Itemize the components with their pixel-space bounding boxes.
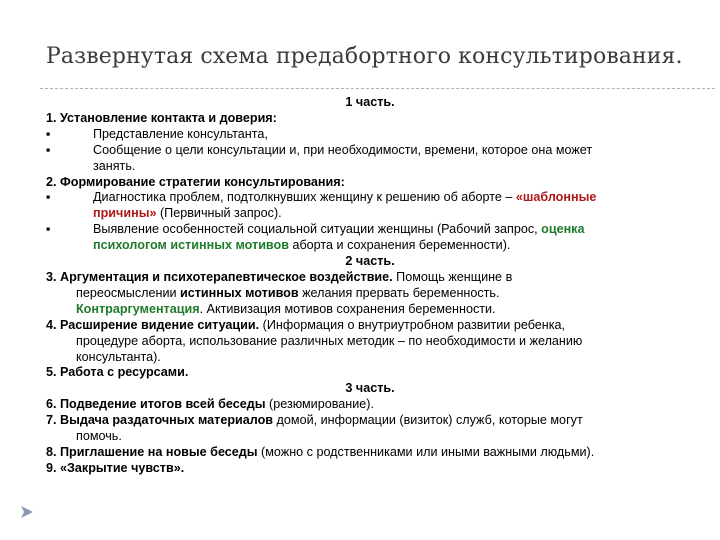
list-item-continuation: причины» (Первичный запрос). [93, 206, 282, 221]
list-item: ▪ Сообщение о цели консультации и, при необходимости, времени, которое она может [46, 142, 593, 157]
part-2-heading: 2 часть. [345, 254, 395, 269]
section-3-text: Контраргументация. Активизация мотивов сохранения беременности. [76, 301, 496, 316]
chevron-arrow-icon [20, 505, 34, 519]
page-title: Развернутая схема предабортного консультирования. [46, 44, 683, 69]
section-7-text: помочь. [76, 429, 122, 444]
section-9-heading: 9. «Закрытие чувств». [46, 460, 185, 475]
section-3-heading: 3. Аргументация и психотерапевтическое воздействие. Помощь женщине в [46, 269, 513, 284]
part-1-heading: 1 часть. [345, 95, 395, 109]
section-7-heading: 7. Выдача раздаточных материалов домой, информации (визиток) служб, которые могут [46, 413, 583, 428]
part-3-heading: 3 часть. [345, 381, 395, 396]
section-3-text: переосмыслении истинных мотивов желания прервать беременность. [76, 285, 500, 300]
list-item: ▪ Выявление особенностей социальной ситуации женщины (Рабочий запрос, оценка [46, 222, 585, 237]
section-4-text: консультанта). [76, 349, 161, 364]
section-2-heading: 2. Формирование стратегии консультирования: [46, 174, 345, 189]
section-4-heading: 4. Расширение видение ситуации. (Информация о внутриутробном развитии ребенка, [46, 317, 566, 332]
section-6-heading: 6. Подведение итогов всей беседы (резюмирование). [46, 397, 374, 412]
bullet-icon: ▪ [46, 142, 51, 157]
bullet-icon: ▪ [46, 126, 51, 141]
section-1-heading: 1. Установление контакта и доверия: [46, 110, 277, 125]
title-divider [40, 88, 715, 89]
section-4-text: процедуре аборта, использование различных методик – по необходимости и желанию [76, 333, 583, 348]
section-5-heading: 5. Работа с ресурсами. [46, 365, 189, 380]
bullet-icon: ▪ [46, 222, 51, 237]
list-item-continuation: психологом истинных мотивов аборта и сохранения беременности). [93, 238, 511, 253]
document-body [46, 95, 678, 477]
section-8-heading: 8. Приглашение на новые беседы (можно с родственниками или иными важными людьми). [46, 444, 595, 459]
list-item-continuation: занять. [93, 158, 136, 173]
bullet-icon: ▪ [46, 190, 51, 205]
list-item: ▪ Представление консультанта, [46, 126, 268, 141]
list-item: ▪ Диагностика проблем, подтолкнувших женщину к решению об аборте – «шаблонные [46, 190, 597, 205]
